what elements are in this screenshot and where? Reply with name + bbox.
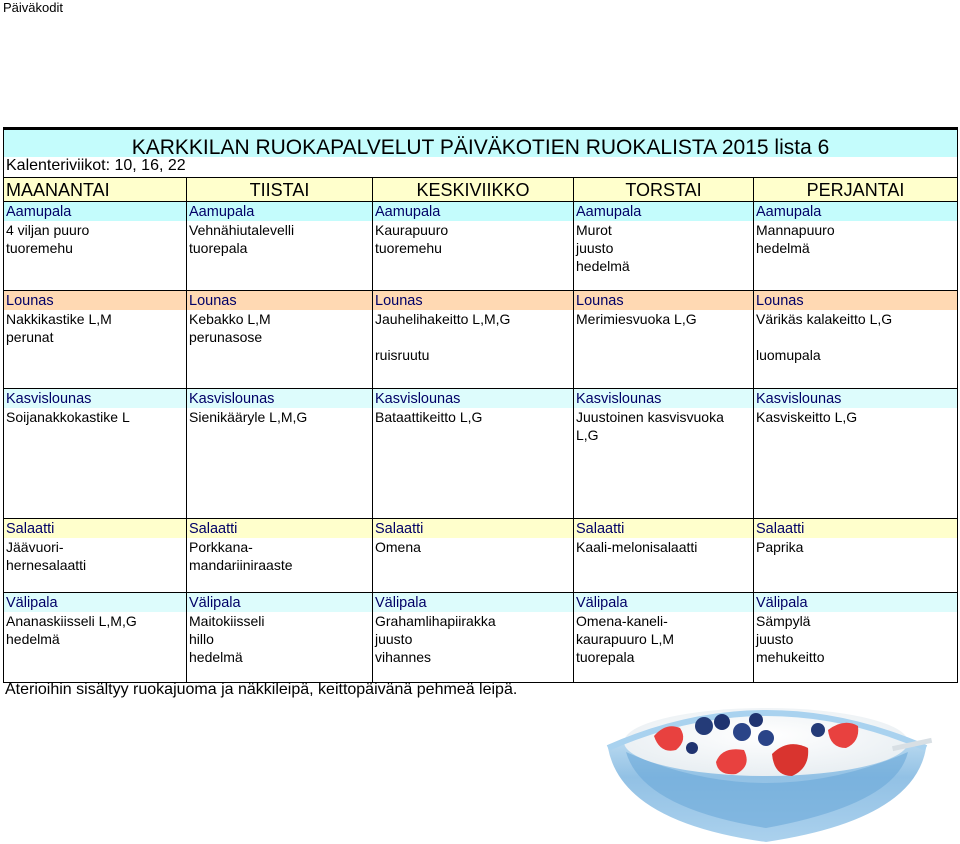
menu-item-text: Bataattikeitto L,G xyxy=(375,409,483,425)
snack-cell-tuesday xyxy=(187,612,373,683)
menu-item-text: Värikäs kalakeitto L,G xyxy=(756,311,893,327)
snack-cell-friday xyxy=(754,612,958,683)
breakfast-heading-row xyxy=(4,202,958,222)
salad-heading-wednesday: Salaatti xyxy=(373,519,574,539)
menu-item-text: hedelmä xyxy=(189,649,243,665)
snack-heading-monday: Välipala xyxy=(4,593,187,613)
lunch-cell-monday xyxy=(4,310,187,389)
lunch-items-row xyxy=(4,310,958,389)
lunch-heading-thursday: Lounas xyxy=(574,291,754,311)
lunch-heading-wednesday: Lounas xyxy=(373,291,574,311)
calendar-weeks: Kalenteriviikot: 10, 16, 22 xyxy=(4,157,958,178)
menu-item-text: Paprika xyxy=(756,539,804,555)
salad-heading-thursday: Salaatti xyxy=(574,519,754,539)
lunch-cell-wednesday xyxy=(373,310,574,389)
snack-items-row xyxy=(4,612,958,683)
menu-item-text: hedelmä xyxy=(576,258,630,274)
weekly-menu-table xyxy=(3,127,958,683)
salad-cell-thursday xyxy=(574,538,754,593)
breakfast-cell-wednesday xyxy=(373,221,574,291)
breakfast-heading-wednesday: Aamupala xyxy=(373,202,574,222)
menu-item-text: Ananaskiisseli L,M,G xyxy=(6,613,137,629)
snack-cell-monday xyxy=(4,612,187,683)
salad-cell-monday xyxy=(4,538,187,593)
menu-item-text: Porkkana- xyxy=(189,539,253,555)
menu-item-text: Kaurapuuro xyxy=(375,222,449,238)
menu-item-text: hernesalaatti xyxy=(6,557,87,573)
menu-item-text: juusto xyxy=(375,631,413,647)
veg-cell-tuesday xyxy=(187,408,373,519)
veg-cell-monday xyxy=(4,408,187,519)
snack-heading-wednesday: Välipala xyxy=(373,593,574,613)
menu-item-text: luomupala xyxy=(756,347,821,363)
menu-item-text: mehukeitto xyxy=(756,649,825,665)
menu-item-text: Grahamlihapiirakka xyxy=(375,613,496,629)
menu-item-text: Juustoinen kasvisvuoka xyxy=(576,409,724,425)
snack-heading-row xyxy=(4,593,958,613)
menu-item-text: ruisruutu xyxy=(375,347,430,363)
veg-heading-friday: Kasvislounas xyxy=(754,389,958,409)
veg-cell-wednesday xyxy=(373,408,574,519)
veg-items-row xyxy=(4,408,958,519)
salad-cell-friday xyxy=(754,538,958,593)
breakfast-cell-tuesday xyxy=(187,221,373,291)
breakfast-items-row xyxy=(4,221,958,291)
breakfast-heading-monday: Aamupala xyxy=(4,202,187,222)
salad-heading-row xyxy=(4,519,958,539)
lunch-cell-thursday xyxy=(574,310,754,389)
menu-item-text: Omena-kaneli- xyxy=(576,613,668,629)
page-corner-label: Päiväkodit xyxy=(3,0,63,15)
menu-item-text: L,G xyxy=(576,427,599,443)
day-tuesday: TIISTAI xyxy=(187,178,373,202)
salad-heading-friday: Salaatti xyxy=(754,519,958,539)
menu-item-text: Murot xyxy=(576,222,612,238)
lunch-heading-tuesday: Lounas xyxy=(187,291,373,311)
weekday-header-row xyxy=(4,178,958,202)
menu-item-text: Sämpylä xyxy=(756,613,811,629)
breakfast-cell-thursday xyxy=(574,221,754,291)
menu-title: KARKKILAN RUOKAPALVELUT PÄIVÄKOTIEN RUOKALISTA 2015 lista 6 xyxy=(4,129,958,158)
menu-item-text: hedelmä xyxy=(756,240,810,256)
breakfast-heading-thursday: Aamupala xyxy=(574,202,754,222)
menu-item-text: vihannes xyxy=(375,649,432,665)
menu-item-text: Vehnähiutalevelli xyxy=(189,222,295,238)
salad-cell-tuesday xyxy=(187,538,373,593)
menu-item-text: tuoremehu xyxy=(6,240,73,256)
day-monday: MAANANTAI xyxy=(4,178,187,202)
menu-item-text: tuoremehu xyxy=(375,240,442,256)
menu-item-text: Kebakko L,M xyxy=(189,311,271,327)
menu-item-text: Omena xyxy=(375,539,421,555)
day-thursday: TORSTAI xyxy=(574,178,754,202)
salad-heading-tuesday: Salaatti xyxy=(187,519,373,539)
menu-item-text: Jäävuori- xyxy=(6,539,64,555)
menu-item-text: kaurapuuro L,M xyxy=(576,631,675,647)
yogurt-bowl-illustration xyxy=(596,692,936,844)
veg-cell-friday xyxy=(754,408,958,519)
veg-heading-row xyxy=(4,389,958,409)
snack-heading-friday: Välipala xyxy=(754,593,958,613)
lunch-heading-row xyxy=(4,291,958,311)
menu-item-text: perunasose xyxy=(189,329,263,345)
menu-item-text: Sienikääryle L,M,G xyxy=(189,409,308,425)
menu-item-text: Nakkikastike L,M xyxy=(6,311,112,327)
breakfast-heading-tuesday: Aamupala xyxy=(187,202,373,222)
menu-item-text: Maitokiisseli xyxy=(189,613,265,629)
menu-item-text: juusto xyxy=(576,240,614,256)
salad-cell-wednesday xyxy=(373,538,574,593)
veg-heading-wednesday: Kasvislounas xyxy=(373,389,574,409)
lunch-cell-friday xyxy=(754,310,958,389)
menu-item-text: Merimiesvuoka L,G xyxy=(576,311,697,327)
salad-items-row xyxy=(4,538,958,593)
veg-cell-thursday xyxy=(574,408,754,519)
salad-heading-monday: Salaatti xyxy=(4,519,187,539)
lunch-heading-monday: Lounas xyxy=(4,291,187,311)
menu-item-text: juusto xyxy=(756,631,794,647)
menu-item-text: hillo xyxy=(189,631,214,647)
veg-heading-tuesday: Kasvislounas xyxy=(187,389,373,409)
menu-item-text: mandariiniraaste xyxy=(189,557,293,573)
snack-heading-thursday: Välipala xyxy=(574,593,754,613)
veg-heading-monday: Kasvislounas xyxy=(4,389,187,409)
menu-item-text: perunat xyxy=(6,329,54,345)
menu-item-text: tuorepala xyxy=(189,240,248,256)
menu-item-text: hedelmä xyxy=(6,631,60,647)
day-friday: PERJANTAI xyxy=(754,178,958,202)
menu-item-text: Kaali-melonisalaatti xyxy=(576,539,698,555)
snack-cell-thursday xyxy=(574,612,754,683)
snack-heading-tuesday: Välipala xyxy=(187,593,373,613)
menu-item-text: Jauhelihakeitto L,M,G xyxy=(375,311,511,327)
menu-item-text: Kasviskeitto L,G xyxy=(756,409,858,425)
lunch-heading-friday: Lounas xyxy=(754,291,958,311)
veg-heading-thursday: Kasvislounas xyxy=(574,389,754,409)
menu-item-text: tuorepala xyxy=(576,649,635,665)
menu-sections xyxy=(4,202,958,683)
breakfast-cell-friday xyxy=(754,221,958,291)
menu-item-text: 4 viljan puuro xyxy=(6,222,90,238)
menu-item-text xyxy=(375,328,573,346)
menu-item-text: Mannapuuro xyxy=(756,222,835,238)
day-wednesday: KESKIVIIKKO xyxy=(373,178,574,202)
lunch-cell-tuesday xyxy=(187,310,373,389)
snack-cell-wednesday xyxy=(373,612,574,683)
menu-item-text xyxy=(756,328,957,346)
breakfast-heading-friday: Aamupala xyxy=(754,202,958,222)
menu-item-text: Soijanakkokastike L xyxy=(6,409,130,425)
footnote: Aterioihin sisältyy ruokajuoma ja näkkileipä, keittopäivänä pehmeä leipä. xyxy=(5,681,518,698)
breakfast-cell-monday xyxy=(4,221,187,291)
